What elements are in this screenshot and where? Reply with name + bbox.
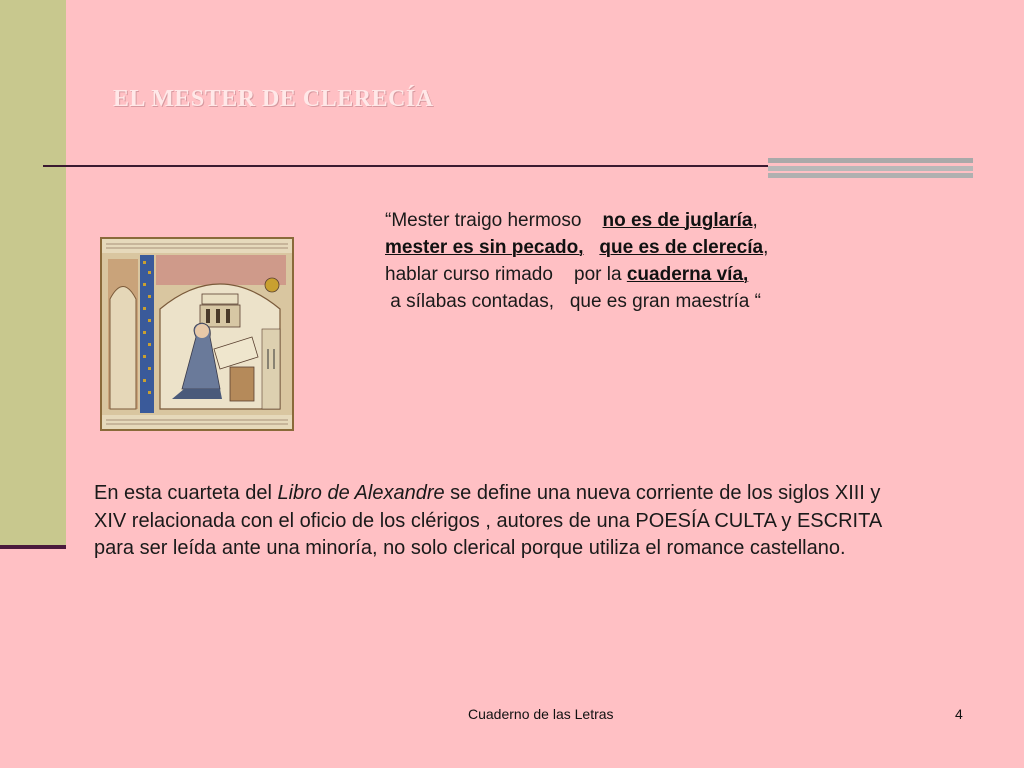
poem-line [385,261,768,288]
side-bar [0,0,66,548]
poem-text: , [763,237,769,258]
poem-text: “Mester traigo hermoso [385,210,603,231]
poem-text [584,237,600,258]
book-title: Libro de Alexandre [277,482,445,504]
manuscript-illustration [100,237,294,431]
poem-line: a sílabas contadas, que es gran maestría “ [385,291,761,312]
paragraph-text: En esta cuarteta del [94,482,278,504]
poem-line [385,207,768,234]
poem-highlight: que es de clerecía [599,237,764,258]
poem-text: hablar curso rimado por la [385,264,627,285]
paragraph-text: se define una nueva corriente de los siglos XIII y XIV relacionada con el oficio de los clérigos , autores de una POESÍA CULTA y ESCRITA para ser leída ante una minoría, no solo clerical porque utiliza el romance castellano. [94,482,882,559]
poem-highlight: mester es sin pecado, [385,237,584,258]
poem-highlight: cuaderna vía, [626,264,749,285]
poem-line [385,234,768,261]
poem-quote [385,207,768,315]
side-rule [0,545,66,549]
accent-bar [768,158,973,178]
slide-title: EL MESTER DE CLERECÍA [113,86,434,112]
explanation-paragraph [94,480,894,563]
page-number: 4 [955,706,963,722]
poem-text: , [752,210,758,231]
poem-highlight: no es de juglaría [602,210,753,231]
footer-text: Cuaderno de las Letras [468,706,614,722]
